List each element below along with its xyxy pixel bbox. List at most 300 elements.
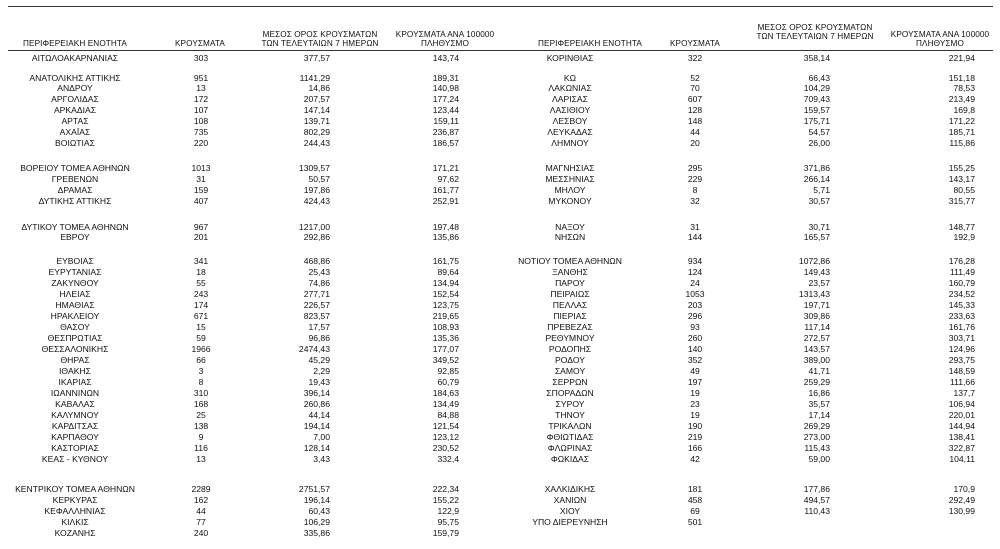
right-row-name: ΜΕΣΣΗΝΙΑΣ xyxy=(545,174,595,184)
right-row-name: ΦΩΚΙΔΑΣ xyxy=(550,454,590,464)
left-row-name: ΚΑΛΥΜΝΟΥ xyxy=(51,410,99,420)
left-row-cases: 310 xyxy=(193,388,209,398)
right-row-cases: 197 xyxy=(687,377,703,387)
left-row-name: ΕΥΡΥΤΑΝΙΑΣ xyxy=(48,267,102,277)
right-row-name: ΤΗΝΟΥ xyxy=(555,410,585,420)
left-row-cases: 44 xyxy=(196,506,206,516)
left-row-avg: 260,86 xyxy=(303,399,330,409)
right-row-per100k: 292,49 xyxy=(948,495,975,505)
right-row-per100k: 80,55 xyxy=(953,185,975,195)
right-row-per100k: 160,79 xyxy=(948,278,975,288)
left-row-name: ΚΑΣΤΟΡΙΑΣ xyxy=(51,443,99,453)
left-row-per100k: 332,4 xyxy=(437,454,459,464)
right-row-cases: 501 xyxy=(687,517,703,527)
left-row-avg: 60,43 xyxy=(308,506,330,516)
right-row-per100k: 111,49 xyxy=(949,267,975,277)
right-row-name: ΧΑΛΚΙΔΙΚΗΣ xyxy=(544,484,596,494)
left-row-cases: 8 xyxy=(198,377,204,387)
right-row-name: ΠΑΡΟΥ xyxy=(555,278,585,288)
left-row-per100k: 159,11 xyxy=(433,116,459,126)
right-row-avg: 1072,86 xyxy=(798,256,830,266)
left-row-avg: 50,57 xyxy=(308,174,330,184)
left-row-name: ΗΜΑΘΙΑΣ xyxy=(55,300,95,310)
left-row-avg: 7,00 xyxy=(313,432,330,442)
left-row-per100k: 177,07 xyxy=(432,344,459,354)
left-row-avg: 802,29 xyxy=(303,127,330,137)
left-row-per100k: 161,77 xyxy=(432,185,459,195)
left-row-avg: 244,43 xyxy=(303,138,330,148)
left-row-name: ΘΗΡΑΣ xyxy=(60,355,90,365)
left-row-per100k: 92,85 xyxy=(437,366,459,376)
left-row-cases: 243 xyxy=(193,289,209,299)
left-row-name: ΚΙΛΚΙΣ xyxy=(61,517,89,527)
left-row-cases: 108 xyxy=(193,116,209,126)
right-row-name: ΚΩ xyxy=(563,73,577,83)
right-row-avg: 23,57 xyxy=(808,278,830,288)
left-row-name: ΗΛΕΙΑΣ xyxy=(59,289,91,299)
right-row-avg: 16,86 xyxy=(808,388,830,398)
left-row-cases: 201 xyxy=(193,232,209,242)
left-row-avg: 1309,57 xyxy=(298,163,330,173)
left-row-name: ΚΑΡΔΙΤΣΑΣ xyxy=(51,421,99,431)
right-row-per100k: 234,52 xyxy=(948,289,975,299)
right-row-cases: 166 xyxy=(687,443,703,453)
right-row-name: ΝΗΣΩΝ xyxy=(554,232,586,242)
left-row-avg: 277,71 xyxy=(303,289,330,299)
right-row-cases: 23 xyxy=(690,399,700,409)
right-row-name: ΛΗΜΝΟΥ xyxy=(551,138,589,148)
right-row-cases: 296 xyxy=(687,311,703,321)
left-row-per100k: 219,65 xyxy=(432,311,459,321)
right-row-cases: 49 xyxy=(690,366,700,376)
right-row-avg: 371,86 xyxy=(803,163,830,173)
right-row-per100k: 221,94 xyxy=(948,53,975,63)
right-row-cases: 229 xyxy=(687,174,703,184)
left-row-cases: 1966 xyxy=(191,344,211,354)
left-row-cases: 671 xyxy=(193,311,209,321)
left-row-per100k: 134,49 xyxy=(432,399,459,409)
right-row-name: ΣΥΡΟΥ xyxy=(555,399,585,409)
left-row-name: ΑΙΤΩΛΟΑΚΑΡΝΑΝΙΑΣ xyxy=(31,53,119,63)
right-row-avg: 269,29 xyxy=(803,421,830,431)
right-row-per100k: 104,11 xyxy=(949,454,975,464)
right-row-cases: 140 xyxy=(687,344,703,354)
right-row-per100k: 148,59 xyxy=(948,366,975,376)
left-row-avg: 147,14 xyxy=(303,105,330,115)
left-row-avg: 74,86 xyxy=(308,278,330,288)
left-header-avg: ΜΕΣΟΣ ΟΡΟΣ ΚΡΟΥΣΜΑΤΩΝ ΤΩΝ ΤΕΛΕΥΤΑΙΩΝ 7 ΗΜΕΡΩΝ xyxy=(261,30,379,48)
left-row-cases: 967 xyxy=(193,222,209,232)
right-row-cases: 42 xyxy=(690,454,700,464)
left-row-per100k: 159,79 xyxy=(432,528,459,538)
right-row-avg: 30,71 xyxy=(808,222,830,232)
left-row-cases: 9 xyxy=(198,432,204,442)
left-row-cases: 951 xyxy=(193,73,209,83)
left-row-name: ΗΡΑΚΛΕΙΟΥ xyxy=(50,311,100,321)
right-row-name: ΣΠΟΡΑΔΩΝ xyxy=(546,388,594,398)
right-row-per100k: 170,9 xyxy=(953,484,975,494)
left-row-per100k: 123,44 xyxy=(432,105,459,115)
left-row-per100k: 349,52 xyxy=(432,355,459,365)
left-row-avg: 197,86 xyxy=(303,185,330,195)
right-row-cases: 93 xyxy=(690,322,700,332)
right-row-name: ΚΟΡΙΝΘΙΑΣ xyxy=(546,53,594,63)
right-row-name: ΛΑΡΙΣΑΣ xyxy=(552,94,588,104)
left-row-cases: 240 xyxy=(193,528,209,538)
right-row-cases: 31 xyxy=(690,222,700,232)
right-row-avg: 104,29 xyxy=(803,83,830,93)
left-row-cases: 168 xyxy=(193,399,209,409)
right-row-cases: 219 xyxy=(687,432,703,442)
left-row-name: ΚΕΦΑΛΛΗΝΙΑΣ xyxy=(44,506,106,516)
left-row-name: ΒΟΙΩΤΙΑΣ xyxy=(55,138,95,148)
left-row-avg: 45,29 xyxy=(308,355,330,365)
right-row-avg: 389,00 xyxy=(803,355,830,365)
left-row-per100k: 97,62 xyxy=(437,174,459,184)
left-row-cases: 18 xyxy=(196,267,206,277)
right-row-avg: 30,57 xyxy=(808,196,830,206)
right-row-name: ΧΑΝΙΩΝ xyxy=(553,495,587,505)
right-row-per100k: 322,87 xyxy=(948,443,975,453)
right-row-per100k: 137,7 xyxy=(953,388,975,398)
right-row-per100k: 155,25 xyxy=(948,163,975,173)
right-row-avg: 5,71 xyxy=(813,185,830,195)
right-row-avg: 149,43 xyxy=(803,267,830,277)
right-row-cases: 52 xyxy=(690,73,700,83)
right-row-per100k: 151,18 xyxy=(948,73,975,83)
right-row-name: ΡΟΔΟΥ xyxy=(555,355,585,365)
right-row-avg: 35,57 xyxy=(808,399,830,409)
left-row-avg: 25,43 xyxy=(308,267,330,277)
left-row-name: ΘΑΣΟΥ xyxy=(60,322,90,332)
right-row-cases: 124 xyxy=(687,267,703,277)
right-row-per100k: 169,8 xyxy=(953,105,975,115)
right-row-per100k: 130,99 xyxy=(948,506,975,516)
left-row-avg: 377,57 xyxy=(303,53,330,63)
right-row-avg: 177,86 xyxy=(803,484,830,494)
left-row-cases: 31 xyxy=(196,174,206,184)
right-row-per100k: 293,75 xyxy=(948,355,975,365)
right-row-avg: 17,14 xyxy=(808,410,830,420)
right-row-cases: 260 xyxy=(687,333,703,343)
right-row-name: ΡΕΘΥΜΝΟΥ xyxy=(545,333,595,343)
right-row-avg: 66,43 xyxy=(808,73,830,83)
right-row-name: ΦΘΙΩΤΙΔΑΣ xyxy=(546,432,594,442)
right-row-cases: 19 xyxy=(690,388,700,398)
left-row-avg: 19,43 xyxy=(308,377,330,387)
left-row-name: ΑΧΑΪΑΣ xyxy=(59,127,91,137)
right-row-avg: 165,57 xyxy=(803,232,830,242)
right-row-cases: 458 xyxy=(687,495,703,505)
right-row-avg: 266,14 xyxy=(803,174,830,184)
right-row-avg: 54,57 xyxy=(808,127,830,137)
right-row-avg: 117,14 xyxy=(804,322,830,332)
left-row-per100k: 89,64 xyxy=(437,267,459,277)
left-row-avg: 194,14 xyxy=(303,421,330,431)
right-row-avg: 709,43 xyxy=(803,94,830,104)
left-row-name: ΚΕΝΤΡΙΚΟΥ ΤΟΜΕΑ ΑΘΗΝΩΝ xyxy=(15,484,135,494)
right-row-cases: 32 xyxy=(690,196,700,206)
left-row-per100k: 135,36 xyxy=(432,333,459,343)
right-row-name: ΠΕΙΡΑΙΩΣ xyxy=(550,289,590,299)
right-row-avg: 115,43 xyxy=(804,443,830,453)
right-header-cases: ΚΡΟΥΣΜΑΤΑ xyxy=(670,39,720,48)
left-row-per100k: 152,54 xyxy=(432,289,459,299)
right-row-avg: 494,57 xyxy=(803,495,830,505)
left-row-cases: 407 xyxy=(193,196,209,206)
right-row-name: ΠΙΕΡΙΑΣ xyxy=(553,311,587,321)
left-row-cases: 138 xyxy=(193,421,209,431)
left-row-cases: 174 xyxy=(193,300,209,310)
left-row-avg: 3,43 xyxy=(313,454,330,464)
left-row-name: ΑΡΚΑΔΙΑΣ xyxy=(53,105,97,115)
left-row-avg: 196,14 xyxy=(303,495,330,505)
right-row-cases: 190 xyxy=(687,421,703,431)
left-row-cases: 159 xyxy=(193,185,209,195)
left-row-per100k: 252,91 xyxy=(432,196,459,206)
right-header-per100k: ΚΡΟΥΣΜΑΤΑ ΑΝΑ 100000 ΠΛΗΘΥΣΜΟ xyxy=(890,30,990,48)
right-row-cases: 1053 xyxy=(685,289,705,299)
left-row-name: ΘΕΣΣΑΛΟΝΙΚΗΣ xyxy=(41,344,109,354)
left-row-avg: 823,57 xyxy=(303,311,330,321)
right-row-avg: 309,86 xyxy=(803,311,830,321)
right-row-cases: 8 xyxy=(692,185,698,195)
left-row-cases: 220 xyxy=(193,138,209,148)
left-row-cases: 162 xyxy=(193,495,209,505)
right-row-cases: 69 xyxy=(690,506,700,516)
right-row-name: ΞΑΝΘΗΣ xyxy=(552,267,588,277)
left-row-avg: 128,14 xyxy=(303,443,330,453)
left-row-cases: 55 xyxy=(196,278,206,288)
right-row-name: ΧΙΟΥ xyxy=(559,506,581,516)
right-row-name: ΦΛΩΡΙΝΑΣ xyxy=(547,443,593,453)
left-row-avg: 2474,43 xyxy=(298,344,330,354)
left-row-name: ΒΟΡΕΙΟΥ ΤΟΜΕΑ ΑΘΗΝΩΝ xyxy=(20,163,130,173)
right-row-cases: 181 xyxy=(687,484,703,494)
right-row-avg: 358,14 xyxy=(803,53,830,63)
left-header-cases: ΚΡΟΥΣΜΑΤΑ xyxy=(175,39,225,48)
left-row-cases: 59 xyxy=(196,333,206,343)
left-row-cases: 2289 xyxy=(191,484,211,494)
left-row-per100k: 135,86 xyxy=(432,232,459,242)
left-row-name: ΙΚΑΡΙΑΣ xyxy=(58,377,92,387)
left-row-avg: 139,71 xyxy=(303,116,330,126)
left-row-cases: 107 xyxy=(193,105,209,115)
left-row-name: ΙΩΑΝΝΙΝΩΝ xyxy=(50,388,100,398)
right-header-avg: ΜΕΣΟΣ ΟΡΟΣ ΚΡΟΥΣΜΑΤΩΝ ΤΩΝ ΤΕΛΕΥΤΑΙΩΝ 7 ΗΜΕΡΩΝ xyxy=(756,23,874,41)
left-row-per100k: 177,24 xyxy=(432,94,459,104)
right-row-cases: 20 xyxy=(690,138,700,148)
left-row-per100k: 222,34 xyxy=(432,484,459,494)
right-row-name: ΛΕΣΒΟΥ xyxy=(552,116,588,126)
header-rule xyxy=(8,50,993,51)
left-row-avg: 96,86 xyxy=(308,333,330,343)
left-row-avg: 207,57 xyxy=(303,94,330,104)
right-row-per100k: 115,86 xyxy=(949,138,975,148)
right-row-name: ΝΟΤΙΟΥ ΤΟΜΕΑ ΑΘΗΝΩΝ xyxy=(518,256,622,266)
left-row-name: ΑΝΔΡΟΥ xyxy=(57,83,93,93)
left-row-cases: 13 xyxy=(196,83,206,93)
left-row-per100k: 236,87 xyxy=(432,127,459,137)
right-row-cases: 295 xyxy=(687,163,703,173)
left-row-cases: 172 xyxy=(193,94,209,104)
right-row-per100k: 192,9 xyxy=(953,232,975,242)
right-header-region: ΠΕΡΙΦΕΡΕΙΑΚΗ ΕΝΟΤΗΤΑ xyxy=(538,39,642,48)
right-row-avg: 272,57 xyxy=(803,333,830,343)
right-row-name: ΡΟΔΟΠΗΣ xyxy=(548,344,592,354)
left-row-cases: 15 xyxy=(196,322,206,332)
left-row-name: ΑΡΤΑΣ xyxy=(61,116,89,126)
left-row-name: ΔΥΤΙΚΗΣ ΑΤΤΙΚΗΣ xyxy=(38,196,112,206)
left-row-avg: 396,14 xyxy=(303,388,330,398)
left-row-cases: 303 xyxy=(193,53,209,63)
right-row-per100k: 148,77 xyxy=(948,222,975,232)
right-row-avg: 175,71 xyxy=(803,116,830,126)
right-row-per100k: 185,71 xyxy=(948,127,975,137)
left-row-per100k: 123,12 xyxy=(432,432,459,442)
left-row-avg: 2,29 xyxy=(313,366,330,376)
left-row-name: ΚΑΡΠΑΘΟΥ xyxy=(51,432,99,442)
right-row-name: ΠΡΕΒΕΖΑΣ xyxy=(547,322,593,332)
left-row-name: ΓΡΕΒΕΝΩΝ xyxy=(51,174,99,184)
right-row-cases: 19 xyxy=(690,410,700,420)
left-row-per100k: 161,75 xyxy=(432,256,459,266)
left-row-per100k: 121,54 xyxy=(432,421,459,431)
left-row-per100k: 84,88 xyxy=(437,410,459,420)
right-row-per100k: 78,53 xyxy=(953,83,975,93)
left-row-per100k: 171,21 xyxy=(432,163,459,173)
left-row-avg: 44,14 xyxy=(308,410,330,420)
left-row-per100k: 186,57 xyxy=(432,138,459,148)
right-row-name: ΛΕΥΚΑΔΑΣ xyxy=(547,127,593,137)
left-row-cases: 13 xyxy=(196,454,206,464)
right-row-per100k: 171,22 xyxy=(948,116,975,126)
right-row-cases: 44 xyxy=(690,127,700,137)
left-row-name: ΔΡΑΜΑΣ xyxy=(57,185,93,195)
left-row-cases: 1013 xyxy=(191,163,211,173)
right-row-cases: 24 xyxy=(690,278,700,288)
right-row-name: ΣΕΡΡΩΝ xyxy=(552,377,588,387)
right-row-per100k: 303,71 xyxy=(948,333,975,343)
right-row-cases: 148 xyxy=(687,116,703,126)
right-row-cases: 934 xyxy=(687,256,703,266)
left-row-avg: 292,86 xyxy=(303,232,330,242)
right-row-per100k: 138,41 xyxy=(948,432,975,442)
left-row-name: ΚΟΖΑΝΗΣ xyxy=(54,528,96,538)
top-rule xyxy=(8,6,993,7)
right-row-name: ΝΑΞΟΥ xyxy=(555,222,585,232)
right-row-name: ΛΑΚΩΝΙΑΣ xyxy=(548,83,592,93)
right-row-avg: 41,71 xyxy=(808,366,830,376)
right-row-avg: 59,00 xyxy=(808,454,830,464)
right-row-per100k: 176,28 xyxy=(948,256,975,266)
left-row-cases: 116 xyxy=(194,443,208,453)
left-row-per100k: 155,22 xyxy=(432,495,459,505)
left-row-per100k: 143,74 xyxy=(432,53,459,63)
left-row-name: ΘΕΣΠΡΩΤΙΑΣ xyxy=(47,333,103,343)
right-row-avg: 1313,43 xyxy=(798,289,830,299)
right-row-per100k: 220,01 xyxy=(948,410,975,420)
left-header-per100k: ΚΡΟΥΣΜΑΤΑ ΑΝΑ 100000 ΠΛΗΘΥΣΜΟ xyxy=(395,30,495,48)
left-row-avg: 14,86 xyxy=(308,83,330,93)
right-row-name: ΥΠΟ ΔΙΕΡΕΥΝΗΣΗ xyxy=(532,517,608,527)
right-row-avg: 110,43 xyxy=(804,506,830,516)
left-row-per100k: 123,75 xyxy=(432,300,459,310)
right-row-name: ΠΕΛΛΑΣ xyxy=(552,300,588,310)
left-row-cases: 735 xyxy=(193,127,209,137)
right-row-per100k: 161,76 xyxy=(948,322,975,332)
left-row-cases: 3 xyxy=(198,366,204,376)
left-row-cases: 77 xyxy=(196,517,206,527)
left-header-region: ΠΕΡΙΦΕΡΕΙΑΚΗ ΕΝΟΤΗΤΑ xyxy=(23,39,127,48)
left-row-avg: 335,86 xyxy=(303,528,330,538)
right-row-cases: 352 xyxy=(687,355,703,365)
left-row-cases: 66 xyxy=(196,355,206,365)
left-row-avg: 106,29 xyxy=(303,517,330,527)
left-row-cases: 341 xyxy=(193,256,209,266)
right-row-cases: 128 xyxy=(687,105,703,115)
right-row-per100k: 143,17 xyxy=(948,174,975,184)
left-row-avg: 1141,29 xyxy=(299,73,330,83)
left-row-per100k: 230,52 xyxy=(432,443,459,453)
right-row-name: ΛΑΣΙΘΙΟΥ xyxy=(549,105,591,115)
left-row-name: ΖΑΚΥΝΘΟΥ xyxy=(51,278,99,288)
left-row-per100k: 184,63 xyxy=(432,388,459,398)
left-row-name: ΚΕΡΚΥΡΑΣ xyxy=(52,495,98,505)
right-row-avg: 143,57 xyxy=(803,344,830,354)
left-row-avg: 1217,00 xyxy=(298,222,330,232)
left-row-avg: 468,86 xyxy=(303,256,330,266)
left-row-per100k: 197,48 xyxy=(432,222,459,232)
left-row-avg: 2751,57 xyxy=(298,484,330,494)
left-row-name: ΚΕΑΣ - ΚΥΘΝΟΥ xyxy=(41,454,109,464)
right-row-avg: 273,00 xyxy=(803,432,830,442)
right-row-name: ΜΑΓΝΗΣΙΑΣ xyxy=(545,163,595,173)
left-row-per100k: 108,93 xyxy=(432,322,459,332)
left-row-per100k: 122,9 xyxy=(437,506,459,516)
right-row-name: ΜΥΚΟΝΟΥ xyxy=(548,196,592,206)
left-row-name: ΑΝΑΤΟΛΙΚΗΣ ΑΤΤΙΚΗΣ xyxy=(29,73,121,83)
left-row-name: ΕΥΒΟΙΑΣ xyxy=(56,256,94,266)
left-row-avg: 424,43 xyxy=(303,196,330,206)
right-row-avg: 197,71 xyxy=(803,300,830,310)
right-row-avg: 259,29 xyxy=(803,377,830,387)
left-row-per100k: 60,79 xyxy=(437,377,459,387)
right-row-per100k: 106,94 xyxy=(948,399,975,409)
right-row-cases: 144 xyxy=(687,232,703,242)
left-row-name: ΙΘΑΚΗΣ xyxy=(59,366,91,376)
right-row-cases: 203 xyxy=(687,300,703,310)
right-row-per100k: 111,66 xyxy=(949,377,975,387)
right-row-name: ΣΑΜΟΥ xyxy=(554,366,586,376)
left-row-avg: 226,57 xyxy=(303,300,330,310)
right-row-name: ΜΗΛΟΥ xyxy=(554,185,586,195)
right-row-avg: 26,00 xyxy=(808,138,830,148)
right-row-per100k: 213,49 xyxy=(948,94,975,104)
left-row-per100k: 134,94 xyxy=(432,278,459,288)
left-row-name: ΔΥΤΙΚΟΥ ΤΟΜΕΑ ΑΘΗΝΩΝ xyxy=(21,222,129,232)
left-row-avg: 17,57 xyxy=(308,322,330,332)
right-row-per100k: 144,94 xyxy=(948,421,975,431)
left-row-name: ΕΒΡΟΥ xyxy=(60,232,90,242)
right-row-per100k: 145,33 xyxy=(948,300,975,310)
right-row-name: ΤΡΙΚΑΛΩΝ xyxy=(548,421,592,431)
left-row-cases: 25 xyxy=(196,410,206,420)
left-row-per100k: 140,98 xyxy=(432,83,459,93)
left-row-per100k: 95,75 xyxy=(437,517,459,527)
right-row-per100k: 124,96 xyxy=(948,344,975,354)
left-row-name: ΚΑΒΑΛΑΣ xyxy=(55,399,95,409)
